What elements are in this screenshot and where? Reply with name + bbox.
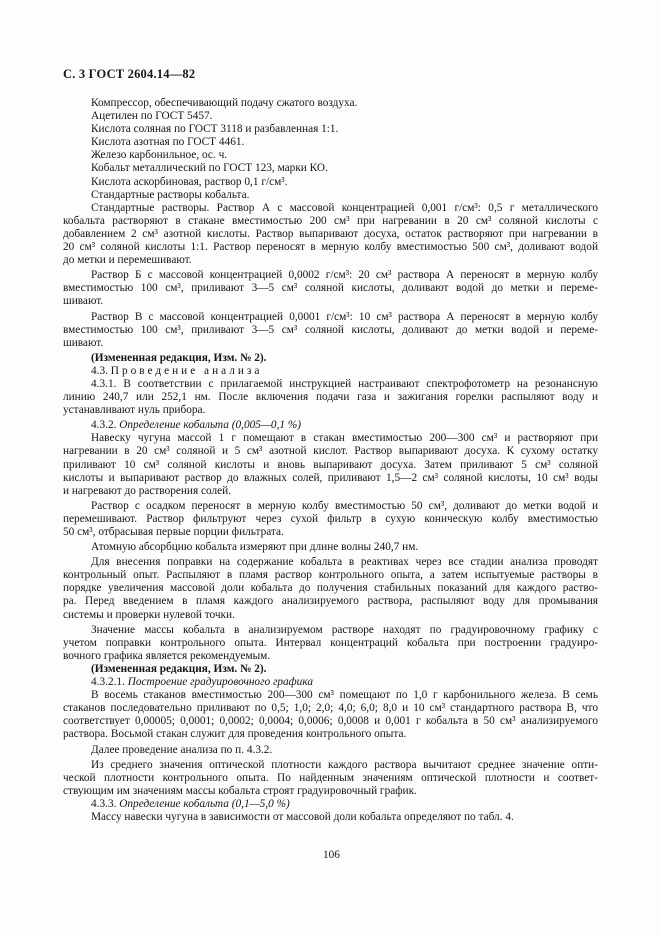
text-line: вместимостью 100 см³, приливают 3—5 см³ соляной кислоты, доливают водой до метки и переме- [63, 282, 598, 295]
page-header: С. 3 ГОСТ 2604.14—82 [63, 67, 196, 81]
section-number: 4.3.3. [91, 797, 120, 810]
text-line: Кислота азотная по ГОСТ 4461. [91, 136, 245, 149]
section-number: 4.3.2.1. [91, 676, 128, 689]
text-line: Значение массы кобальта в анализируемом растворе находят по градуировочному графику с [91, 623, 598, 636]
text-line: Кислота аскорбиновая, раствор 0,1 г/см³. [91, 175, 288, 188]
text-line: устанавливают нуль прибора. [63, 404, 206, 417]
text-line: ра. Перед введением в пламя каждого анализируемого раствора, распыляют воду для промывания [63, 595, 598, 608]
text-line: учетом поправки контрольного опыта. Интервал концентраций кобальта при построении градуиро- [63, 636, 598, 649]
text-line: нагревании в 20 см³ соляной и 5 см³ азотной кислот. Раствор выпаривают досуха. К сухому остатку [63, 445, 598, 458]
text-line: Атомную абсорбцию кобальта измеряют при длине волны 240,7 нм. [91, 541, 419, 554]
text-line: Раствор Б с массовой концентрацией 0,0002 г/см³: 20 см³ раствора А переносят в мерную колбу [91, 269, 598, 282]
text-line: системы и проверки нулевой точки. [63, 608, 235, 621]
text-line: Ацетилен по ГОСТ 5457. [91, 110, 213, 123]
text-line: Далее проведение анализа по п. 4.3.2. [91, 743, 273, 756]
section-number: 4.3. [91, 364, 111, 377]
text-line: вместимостью 100 см³, приливают 3—5 см³ соляной кислоты, доливают до метки водой и переме- [63, 323, 598, 336]
text-line: кобальта растворяют в стакане вместимостью 200 см³ при нагревании в 20 см³ соляной кислоты с [63, 214, 598, 227]
section-number: 4.3.2. [91, 419, 120, 432]
text-line: Раствор В с массовой концентрацией 0,0001 г/см³: 10 см³ раствора А переносят в мерную колбу [91, 310, 598, 323]
text-line [63, 419, 598, 432]
section-heading-italic: Построение градуировочного графика [127, 676, 313, 689]
text-line: до метки и перемешивают. [63, 254, 192, 267]
text-line: шивают. [63, 295, 104, 308]
text-line: ствующим им значениям массы кобальта строят градуировочный график. [63, 784, 417, 797]
text-line: вочного графика является рекомендуемым. [63, 649, 271, 662]
text-line: В восемь стаканов вместимостью 200—300 см³ помещают по 1,0 г карбонильного железа. В семь [91, 689, 598, 702]
text-line: линию 240,7 или 252,1 нм. После включения подачи газа и зажигания горелки распыляют воду и [63, 391, 598, 404]
text-line: 50 см³, отбрасывая первые порции фильтрата. [63, 526, 284, 538]
text-line: Стандартные растворы. Раствор А с массовой концентрацией 0,001 г/см³: 0,5 г металлического [91, 201, 598, 214]
document-body [63, 97, 598, 824]
text-line: Раствор с осадком переносят в мерную колбу вместимостью 50 см³, доливают до метки водой и [91, 499, 598, 512]
text-line: соответствует 0,00005; 0,0001; 0,0002; 0,0004; 0,0006; 0,0008 и 0,001 г кобальта в 50 см³ анализируемого [63, 715, 598, 728]
text-line: Для внесения поправки на содержание кобальта в реактивах через все стадии анализа проводят [91, 556, 598, 569]
text-line: добавлением 2 см³ азотной кислоты. Раствор выпаривают досуха, остаток растворяют при нагревании в [63, 227, 598, 240]
text-line: перемешивают. Раствор фильтруют через сухой фильтр в сухую коническую колбу вместимостью [63, 512, 598, 525]
text-line: 20 см³ соляной кислоты 1:1. Раствор переносят в мерную колбу вместимостью 500 см³, доливают водой [63, 241, 598, 254]
text-line: Из среднего значения оптической плотности каждого раствора вычитают среднее значение опти- [91, 758, 598, 771]
text-line: Железо карбонильное, ос. ч. [91, 149, 228, 162]
page-number: 106 [323, 849, 340, 861]
section-heading-italic: Определение кобальта (0,005—0,1 %) [119, 419, 302, 432]
text-line [63, 676, 598, 689]
text-line: и нагревают до растворения солей. [63, 484, 232, 497]
text-line [63, 798, 598, 811]
text-line: Кобальт металлический по ГОСТ 123, марки КО. [91, 162, 328, 175]
text-line: стаканов последовательно приливают по 0,5; 1,0; 2,0; 4,0; 6,0; 8,0 и 10 см³ стандартного раствора В, что [63, 702, 598, 715]
text-line: Компрессор, обеспечивающий подачу сжатого воздуха. [91, 97, 358, 109]
text-line: Массу навески чугуна в зависимости от массовой доли кобальта определяют по табл. 4. [91, 810, 514, 823]
section-heading-italic: Определение кобальта (0,1—5,0 %) [119, 797, 290, 810]
text-line: раствора. Восьмой стакан служит для проведения контрольного опыта. [63, 728, 407, 741]
text-line: Навеску чугуна массой 1 г помещают в стакан вместимостью 200—300 см³ и растворяют при [91, 432, 598, 445]
text-line: приливают 10 см³ соляной кислоты и вновь выпаривают досуха. Затем приливают 5 см³ соляной [63, 458, 598, 471]
text-line [63, 365, 598, 378]
text-line: (Измененная редакция, Изм. № 2). [91, 351, 267, 364]
text-line: 4.3.1. В соответствии с прилагаемой инструкцией настраивают спектрофотометр на резонансную [91, 377, 598, 390]
text-line: (Измененная редакция, Изм. № 2). [91, 662, 267, 675]
text-line: порядке увеличения массовой доли кобальта до получения стабильных показаний для каждого раство- [63, 582, 598, 595]
text-line: шивают. [63, 336, 104, 349]
text-line: контрольный опыт. Распыляют в пламя раствор контрольного опыта, а затем испытуемые растворы в [63, 569, 598, 582]
text-line: ческой плотности контрольного опыта. По найденным значениям оптической плотности и соответ- [63, 771, 598, 784]
text-line: Кислота соляная по ГОСТ 3118 и разбавленная 1:1. [91, 123, 339, 136]
text-line: Стандартные растворы кобальта. [91, 188, 250, 201]
text-line: кислоты и выпаривают раствор до влажных солей, приливают 1,5—2 см³ соляной кислоты, 10 см³ воды [63, 471, 598, 484]
section-heading-spaced: Проведение анализа [110, 364, 263, 377]
